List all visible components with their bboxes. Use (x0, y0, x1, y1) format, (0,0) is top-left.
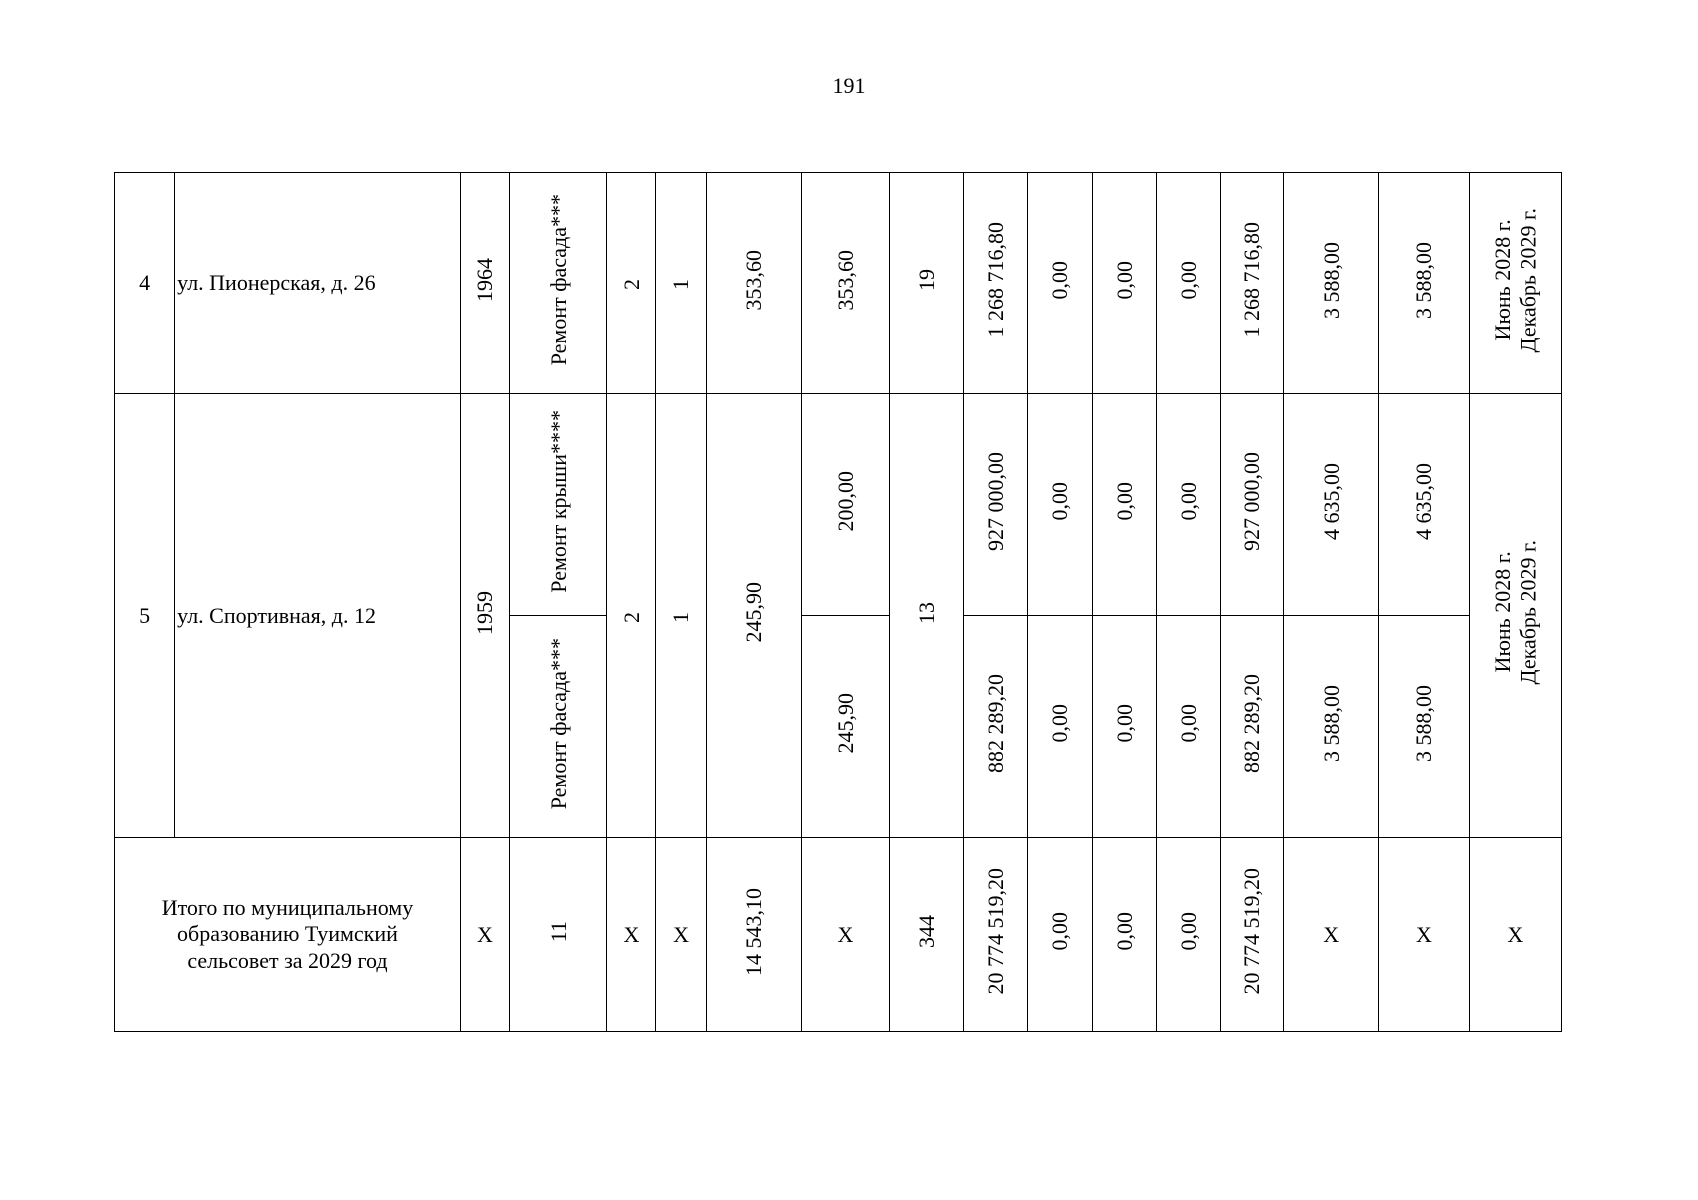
period-cell: Июнь 2028 г. Декабрь 2029 г. (1469, 394, 1561, 838)
cost-budget-cell: 0,00 (1092, 173, 1156, 394)
max-unit-cost-cell: 4 635,00 (1379, 394, 1469, 616)
entrances-cell: 1 (656, 173, 706, 394)
cost-budget-cell: 0,00 (1092, 616, 1156, 838)
total-cost-local: 0,00 (1156, 838, 1220, 1032)
total-cost: 20 774 519,20 (964, 838, 1028, 1032)
cost-owners-cell: 927 000,00 (1220, 394, 1283, 616)
total-area-cell: 353,60 (706, 173, 801, 394)
total-cost-fund: 0,00 (1028, 838, 1092, 1032)
page-number: 191 (832, 73, 866, 98)
floors-cell: 2 (607, 394, 656, 838)
entrances-cell: 1 (656, 394, 706, 838)
cost-budget-cell: 0,00 (1092, 394, 1156, 616)
total-unit-cost: Х (1284, 838, 1379, 1032)
unit-cost-cell: 3 588,00 (1284, 173, 1379, 394)
floors-cell: 2 (607, 173, 656, 394)
cost-owners-cell: 1 268 716,80 (1220, 173, 1283, 394)
repair-program-table (114, 172, 1562, 1032)
residents-cell: 13 (890, 394, 964, 838)
cost-total-cell: 882 289,20 (964, 616, 1028, 838)
total-cost-owners: 20 774 519,20 (1220, 838, 1283, 1032)
build-year-cell: 1959 (460, 394, 509, 838)
work-area-cell: 353,60 (801, 173, 889, 394)
address-cell: ул. Пионерская, д. 26 (175, 173, 461, 394)
work-area-cell: 200,00 (801, 394, 889, 616)
total-area: 14 543,10 (706, 838, 801, 1032)
total-work-area: Х (801, 838, 889, 1032)
total-floors: Х (607, 838, 656, 1032)
cost-fund-cell: 0,00 (1028, 173, 1092, 394)
cost-owners-cell: 882 289,20 (1220, 616, 1283, 838)
work-type-cell: Ремонт фасада*** (510, 173, 607, 394)
max-unit-cost-cell: 3 588,00 (1379, 616, 1469, 838)
build-year-cell: 1964 (460, 173, 509, 394)
address-cell: ул. Спортивная, д. 12 (175, 394, 461, 838)
cost-fund-cell: 0,00 (1028, 616, 1092, 838)
total-label: Итого по муниципальному образованию Туимский сельсовет за 2029 год (115, 838, 461, 1032)
work-area-cell: 245,90 (801, 616, 889, 838)
cost-local-cell: 0,00 (1156, 394, 1220, 616)
total-works-count: 11 (510, 838, 607, 1032)
unit-cost-cell: 4 635,00 (1284, 394, 1379, 616)
total-area-cell: 245,90 (706, 394, 801, 838)
period-cell: Июнь 2028 г. Декабрь 2029 г. (1469, 173, 1561, 394)
total-max-unit-cost: Х (1379, 838, 1469, 1032)
residents-cell: 19 (890, 173, 964, 394)
total-year: Х (460, 838, 509, 1032)
unit-cost-cell: 3 588,00 (1284, 616, 1379, 838)
total-entrances: Х (656, 838, 706, 1032)
cost-total-cell: 1 268 716,80 (964, 173, 1028, 394)
total-row (115, 838, 1562, 1032)
total-period: Х (1469, 838, 1561, 1032)
row-number: 4 (115, 173, 175, 394)
work-type-cell: Ремонт крыши**** (510, 394, 607, 616)
max-unit-cost-cell: 3 588,00 (1379, 173, 1469, 394)
total-residents: 344 (890, 838, 964, 1032)
cost-total-cell: 927 000,00 (964, 394, 1028, 616)
work-type-cell: Ремонт фасада*** (510, 616, 607, 838)
table-row (115, 394, 1562, 616)
cost-fund-cell: 0,00 (1028, 394, 1092, 616)
row-number: 5 (115, 394, 175, 838)
cost-local-cell: 0,00 (1156, 173, 1220, 394)
table-row (115, 173, 1562, 394)
cost-local-cell: 0,00 (1156, 616, 1220, 838)
total-cost-budget: 0,00 (1092, 838, 1156, 1032)
